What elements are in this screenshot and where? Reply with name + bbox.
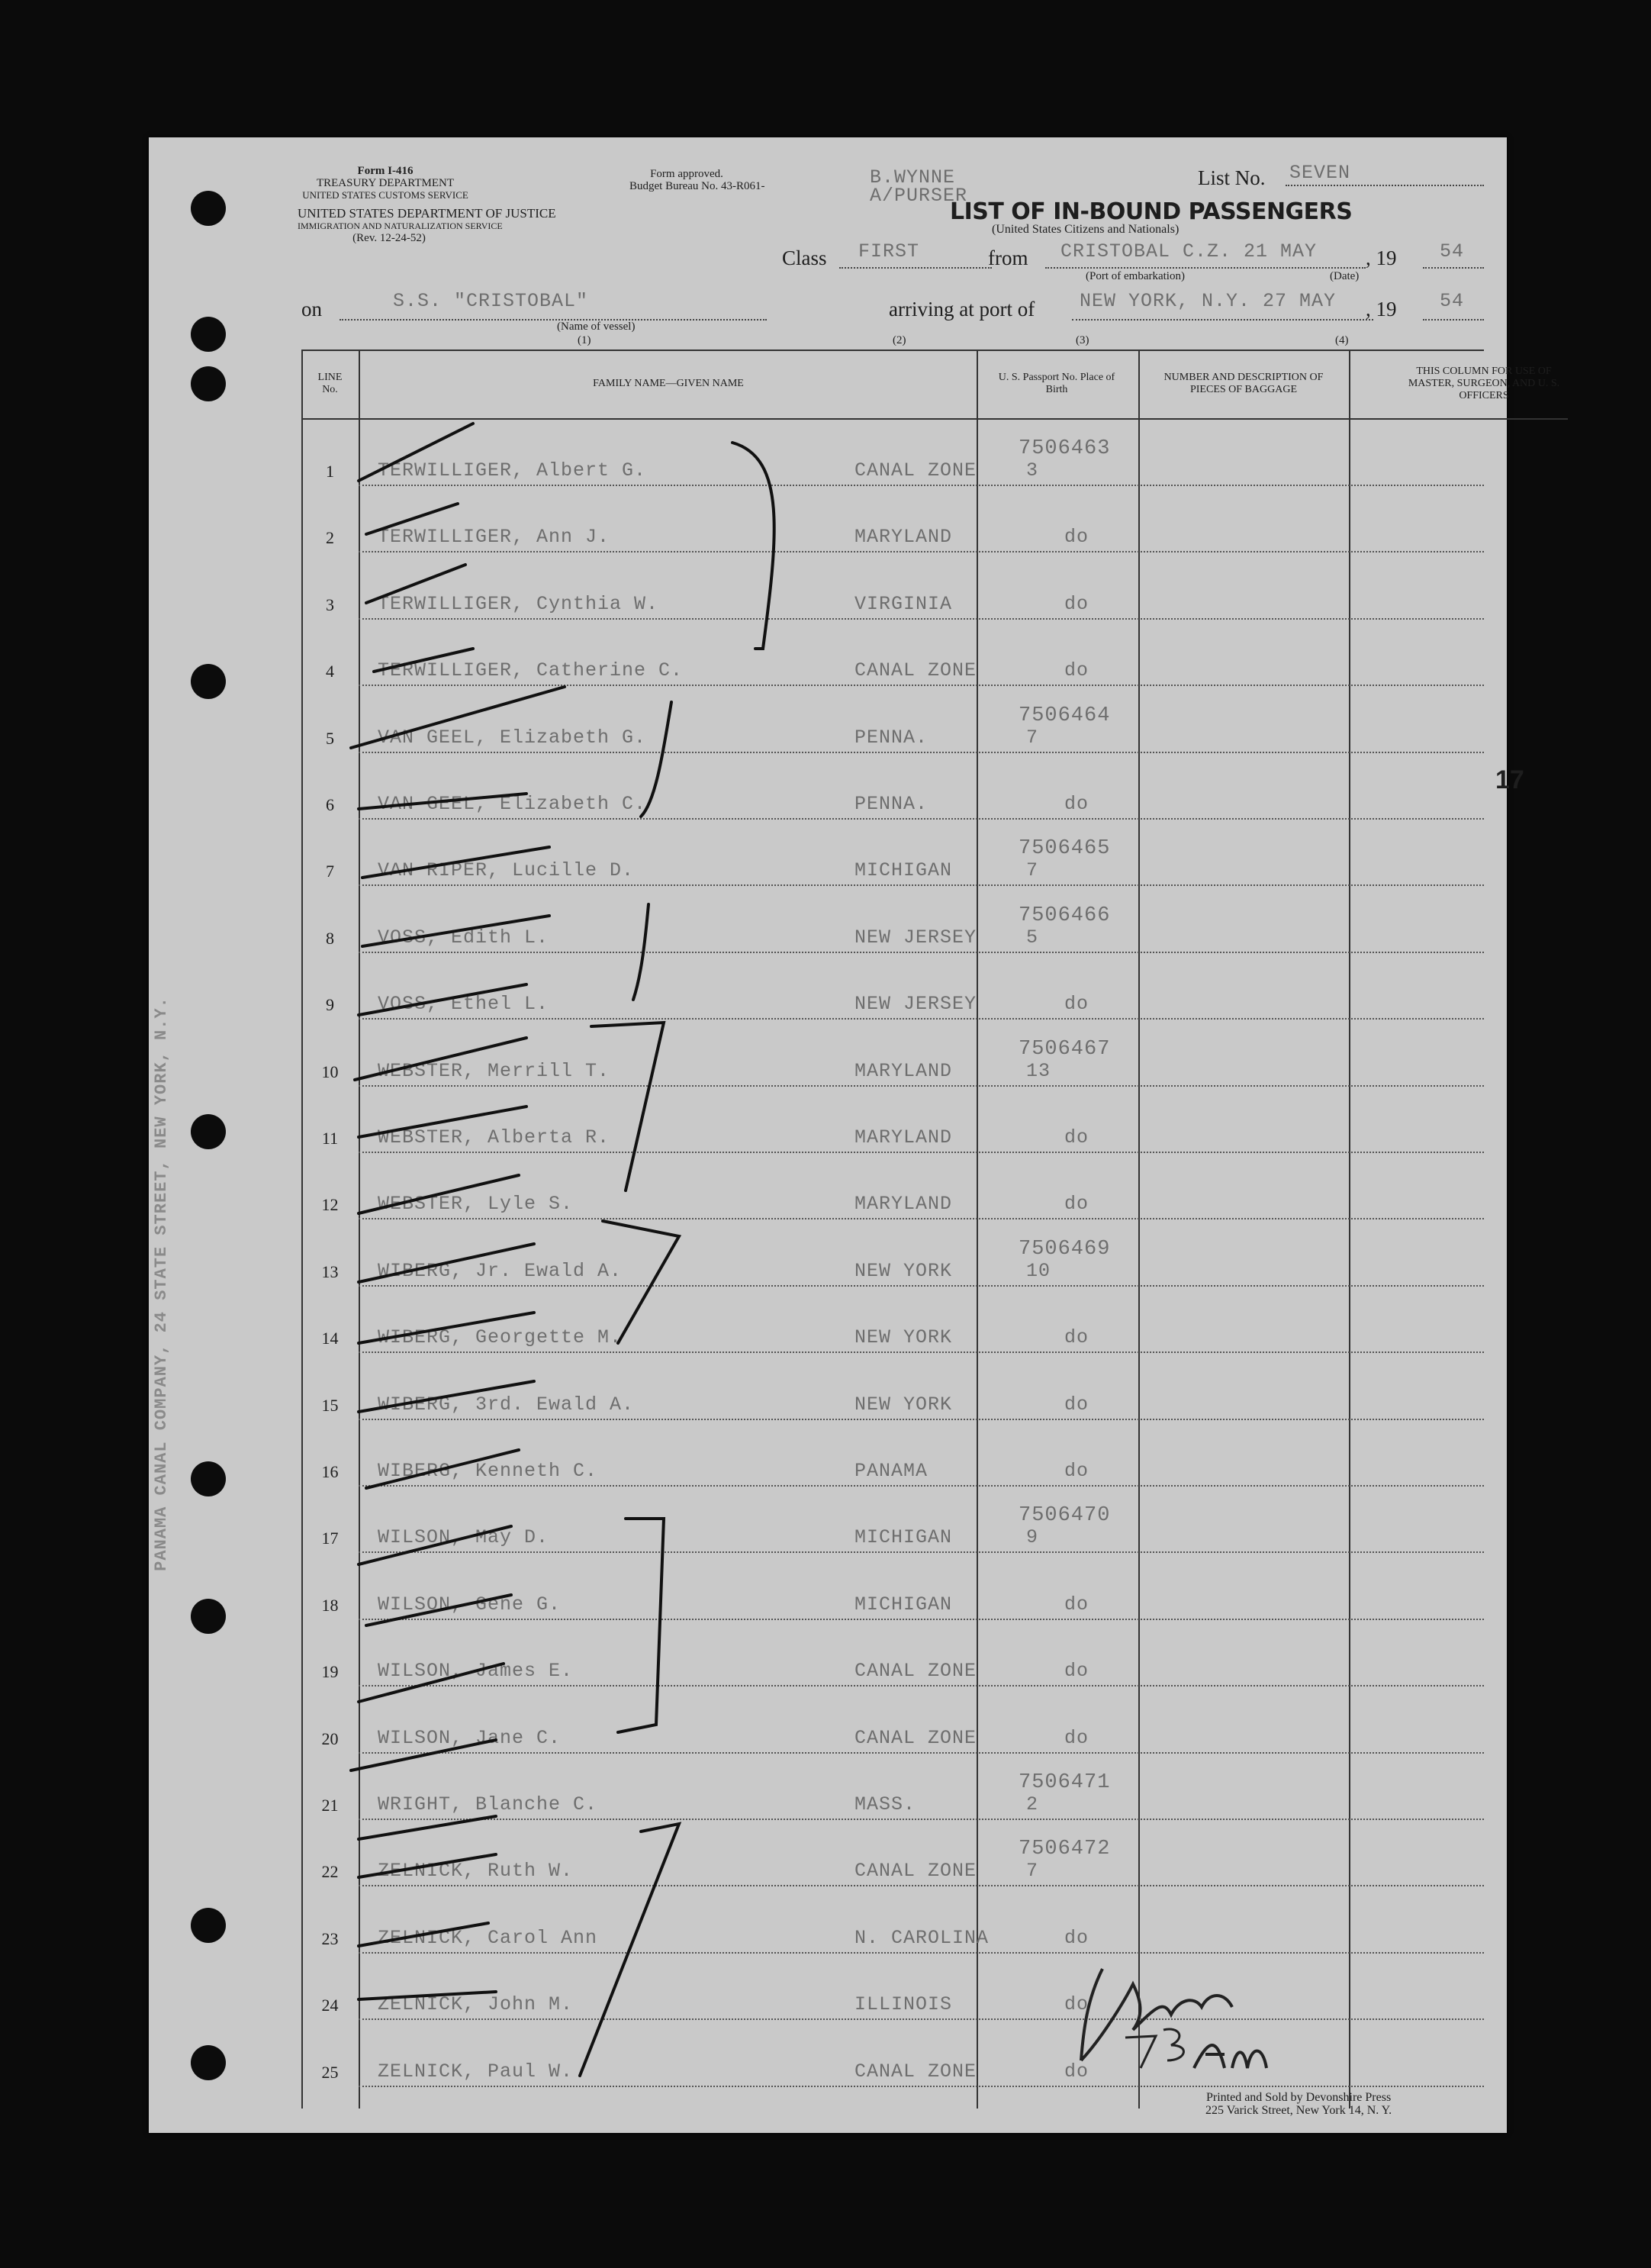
line-number: 14 (321, 1329, 339, 1348)
line-number: 6 (326, 795, 334, 814)
place-of-birth: PANAMA (854, 1460, 928, 1482)
place-of-birth: CANAL ZONE (854, 2060, 977, 2083)
place-of-birth: MARYLAND (854, 1126, 953, 1148)
year-value-2: 54 (1440, 290, 1465, 312)
inspector-signature (1080, 1954, 1308, 2076)
place-of-birth: MARYLAND (854, 1059, 953, 1082)
line-number: 23 (321, 1928, 339, 1948)
vessel-caption: (Name of vessel) (557, 321, 636, 333)
baggage-count: 2 (1026, 1793, 1039, 1815)
col-number-2: (2) (893, 334, 906, 346)
passport-number: 7506466 (1019, 904, 1111, 927)
line-number: 10 (321, 1062, 339, 1081)
line-number: 22 (321, 1862, 339, 1882)
place-of-birth: VIRGINIA (854, 592, 953, 615)
arriving-label: arriving at port of (889, 298, 1035, 321)
place-of-birth: MICHIGAN (854, 859, 953, 882)
punch-hole (191, 2045, 226, 2080)
year-label-1: , 19 (1366, 246, 1397, 269)
header-passport: U. S. Passport No. Place of Birth (992, 350, 1122, 420)
header-baggage: NUMBER AND DESCRIPTION OF PIECES OF BAGGAGE (1148, 350, 1339, 420)
line-number: 7 (326, 862, 334, 881)
place-of-birth: CANAL ZONE (854, 1726, 977, 1749)
place-of-birth: MARYLAND (854, 526, 953, 549)
passenger-name: WEBSTER, Lyle S. (378, 1193, 574, 1216)
year-value-1: 54 (1440, 240, 1465, 263)
table-row (301, 687, 1484, 753)
line-number: 19 (321, 1662, 339, 1682)
line-number: 4 (326, 662, 334, 681)
passport-number: 7506465 (1019, 837, 1111, 861)
table-row (301, 486, 1484, 553)
date-caption: (Date) (1330, 270, 1360, 282)
passenger-name: WRIGHT, Blanche C. (378, 1793, 598, 1815)
list-no-label: List No. (1198, 166, 1266, 189)
place-of-birth: NEW JERSEY (854, 926, 977, 949)
officer-count: 17 (1495, 765, 1524, 794)
table-row (301, 1687, 1484, 1754)
place-of-birth: NEW YORK (854, 1326, 953, 1349)
from-value: CRISTOBAL C.Z. 21 MAY (1060, 240, 1318, 263)
baggage-count: 7 (1026, 726, 1039, 749)
baggage-count: 9 (1026, 1526, 1039, 1549)
baggage-count: do (1064, 592, 1089, 615)
table-row (301, 1087, 1484, 1153)
place-of-birth: N. CAROLINA (854, 1926, 990, 1949)
table-row (301, 1420, 1484, 1487)
baggage-count: do (1064, 1993, 1089, 2016)
baggage-count: 7 (1026, 859, 1039, 882)
passenger-name: WILSON, James E. (378, 1660, 574, 1683)
header-name: FAMILY NAME—GIVEN NAME (360, 350, 977, 420)
passenger-name: ZELNICK, Paul W. (378, 2060, 574, 2083)
place-of-birth: CANAL ZONE (854, 1660, 977, 1683)
baggage-count: do (1064, 526, 1089, 549)
punch-hole (191, 1461, 226, 1496)
place-of-birth: CANAL ZONE (854, 459, 977, 482)
passenger-name: VOSS, Ethel L. (378, 993, 549, 1016)
baggage-count: 7 (1026, 1860, 1039, 1883)
place-of-birth: ILLINOIS (854, 1993, 953, 2016)
agency-block (294, 165, 477, 201)
table-row (301, 420, 1484, 486)
passport-number: 7506470 (1019, 1504, 1111, 1528)
header-officers: THIS COLUMN FOR USE OF MASTER, SURGEON, AND U. S. OFFICERS (1400, 350, 1568, 420)
table-row (301, 953, 1484, 1020)
baggage-count: do (1064, 1460, 1089, 1482)
passenger-name: WEBSTER, Merrill T. (378, 1059, 610, 1082)
passenger-name: TERWILLIGER, Cynthia W. (378, 592, 659, 615)
ins-service: IMMIGRATION AND NATURALIZATION SERVICE (298, 221, 503, 231)
approval-block (629, 168, 765, 192)
table-row (301, 1287, 1484, 1353)
line-number: 2 (326, 528, 334, 548)
punch-hole (191, 191, 226, 226)
punch-hole (191, 317, 226, 352)
table-row (301, 553, 1484, 620)
line-number: 16 (321, 1462, 339, 1481)
arriving-value: NEW YORK, N.Y. 27 MAY (1080, 290, 1337, 312)
place-of-birth: PENNA. (854, 793, 928, 815)
table-row (301, 1820, 1484, 1886)
side-stamp: PANAMA CANAL COMPANY, 24 STATE STREET, NEW YORK, N.Y. (151, 997, 171, 1571)
line-number: 1 (326, 462, 334, 481)
baggage-count: do (1064, 2060, 1089, 2083)
punch-hole (191, 1599, 226, 1634)
baggage-count: do (1064, 1593, 1089, 1616)
place-of-birth: MARYLAND (854, 1193, 953, 1216)
vessel-name: S.S. "CRISTOBAL" (393, 290, 589, 312)
budget-bureau: Budget Bureau No. 43-R061- (629, 180, 765, 192)
baggage-count: 3 (1026, 459, 1039, 482)
punch-hole (191, 1908, 226, 1943)
year-label-2: , 19 (1366, 298, 1397, 321)
passport-number: 7506464 (1019, 704, 1111, 727)
justice-department: UNITED STATES DEPARTMENT OF JUSTICE (298, 206, 556, 221)
line-number: 12 (321, 1195, 339, 1215)
class-value: FIRST (858, 240, 920, 263)
line-number: 25 (321, 2062, 339, 2082)
place-of-birth: MICHIGAN (854, 1593, 953, 1616)
passenger-table (301, 350, 1560, 2109)
passenger-name: WIBERG, Jr. Ewald A. (378, 1259, 623, 1282)
table-row (301, 1354, 1484, 1420)
passport-number: 7506472 (1019, 1838, 1111, 1861)
line-number: 15 (321, 1395, 339, 1415)
passenger-name: VAN GEEL, Elizabeth C. (378, 793, 647, 815)
table-row (301, 1554, 1484, 1620)
passenger-name: WILSON, Gene G. (378, 1593, 562, 1616)
document-title: LIST OF IN-BOUND PASSENGERS (950, 198, 1353, 225)
list-no-value: SEVEN (1289, 162, 1351, 184)
line-number: 17 (321, 1529, 339, 1548)
punch-hole (191, 1114, 226, 1149)
baggage-count: do (1064, 1926, 1089, 1949)
place-of-birth: NEW YORK (854, 1393, 953, 1416)
header-line-no: LINE No. (309, 350, 351, 420)
class-label: Class (782, 246, 827, 269)
printer-line-2: 225 Varick Street, New York 14, N. Y. (1205, 2104, 1392, 2117)
passenger-name: ZELNICK, Carol Ann (378, 1926, 598, 1949)
col-number-3: (3) (1076, 334, 1089, 346)
line-number: 21 (321, 1796, 339, 1815)
passport-number: 7506463 (1019, 437, 1111, 460)
passenger-name: WILSON, Jane C. (378, 1726, 562, 1749)
from-label: from (988, 246, 1028, 269)
form-revision: (Rev. 12-24-52) (352, 232, 426, 244)
baggage-count: do (1064, 659, 1089, 682)
baggage-count: do (1064, 993, 1089, 1016)
justice-block (298, 206, 556, 244)
place-of-birth: NEW YORK (854, 1259, 953, 1282)
passenger-name: WIBERG, Georgette M. (378, 1326, 623, 1349)
baggage-count: 5 (1026, 926, 1039, 949)
passenger-name: VAN RIPER, Lucille D. (378, 859, 635, 882)
table-row (301, 1754, 1484, 1820)
place-of-birth: PENNA. (854, 726, 928, 749)
passenger-name: VAN GEEL, Elizabeth G. (378, 726, 647, 749)
line-number: 20 (321, 1728, 339, 1748)
place-of-birth: MASS. (854, 1793, 916, 1815)
table-row (301, 1887, 1484, 1954)
passenger-name: TERWILLIGER, Catherine C. (378, 659, 684, 682)
line-number: 3 (326, 594, 334, 614)
port-embarkation-caption: (Port of embarkation) (1086, 270, 1185, 282)
purser-name: B.WYNNE (870, 166, 956, 188)
line-number: 13 (321, 1261, 339, 1281)
baggage-count: do (1064, 1193, 1089, 1216)
passenger-name: WIBERG, Kenneth C. (378, 1460, 598, 1482)
passenger-name: ZELNICK, Ruth W. (378, 1860, 574, 1883)
line-number: 9 (326, 995, 334, 1015)
passenger-name: ZELNICK, John M. (378, 1993, 574, 2016)
baggage-count: 13 (1026, 1059, 1051, 1082)
line-number: 8 (326, 928, 334, 948)
table-row (301, 1620, 1484, 1687)
printer-imprint (1205, 2091, 1392, 2117)
table-row (301, 753, 1484, 820)
punch-hole (191, 366, 226, 401)
manifest-page (149, 137, 1560, 2133)
line-number: 5 (326, 728, 334, 748)
printer-line-1: Printed and Sold by Devonshire Press (1205, 2091, 1392, 2104)
form-number: Form I-416 (357, 165, 414, 177)
passenger-name: VOSS, Edith L. (378, 926, 549, 949)
baggage-count: 10 (1026, 1259, 1051, 1282)
on-label: on (301, 298, 322, 321)
place-of-birth: CANAL ZONE (854, 659, 977, 682)
treasury-department: TREASURY DEPARTMENT (316, 177, 455, 189)
baggage-count: do (1064, 1326, 1089, 1349)
passport-number: 7506469 (1019, 1237, 1111, 1261)
passenger-name: WIBERG, 3rd. Ewald A. (378, 1393, 635, 1416)
baggage-count: do (1064, 1726, 1089, 1749)
col-number-1: (1) (578, 334, 591, 346)
place-of-birth: CANAL ZONE (854, 1860, 977, 1883)
baggage-count: do (1064, 1126, 1089, 1148)
table-row (301, 887, 1484, 953)
passport-number: 7506467 (1019, 1037, 1111, 1061)
customs-service: UNITED STATES CUSTOMS SERVICE (302, 189, 468, 201)
purser-title: A/PURSER (870, 185, 968, 207)
passenger-name: WILSON, May D. (378, 1526, 549, 1549)
table-row (301, 820, 1484, 886)
baggage-count: do (1064, 793, 1089, 815)
form-approved: Form approved. (650, 168, 723, 180)
line-number: 11 (321, 1129, 339, 1148)
place-of-birth: NEW JERSEY (854, 993, 977, 1016)
line-number: 18 (321, 1595, 339, 1615)
table-row (301, 620, 1484, 686)
line-number: 24 (321, 1996, 339, 2015)
passenger-name: TERWILLIGER, Albert G. (378, 459, 647, 482)
baggage-count: do (1064, 1660, 1089, 1683)
table-row (301, 1153, 1484, 1219)
table-row (301, 1220, 1484, 1287)
punch-hole (191, 664, 226, 699)
place-of-birth: MICHIGAN (854, 1526, 953, 1549)
baggage-count: do (1064, 1393, 1089, 1416)
passenger-name: WEBSTER, Alberta R. (378, 1126, 610, 1148)
passenger-name: TERWILLIGER, Ann J. (378, 526, 610, 549)
passport-number: 7506471 (1019, 1771, 1111, 1794)
table-row (301, 1487, 1484, 1553)
col-number-4: (4) (1335, 334, 1349, 346)
document-subtitle: (United States Citizens and Nationals) (992, 223, 1180, 236)
table-row (301, 1020, 1484, 1087)
